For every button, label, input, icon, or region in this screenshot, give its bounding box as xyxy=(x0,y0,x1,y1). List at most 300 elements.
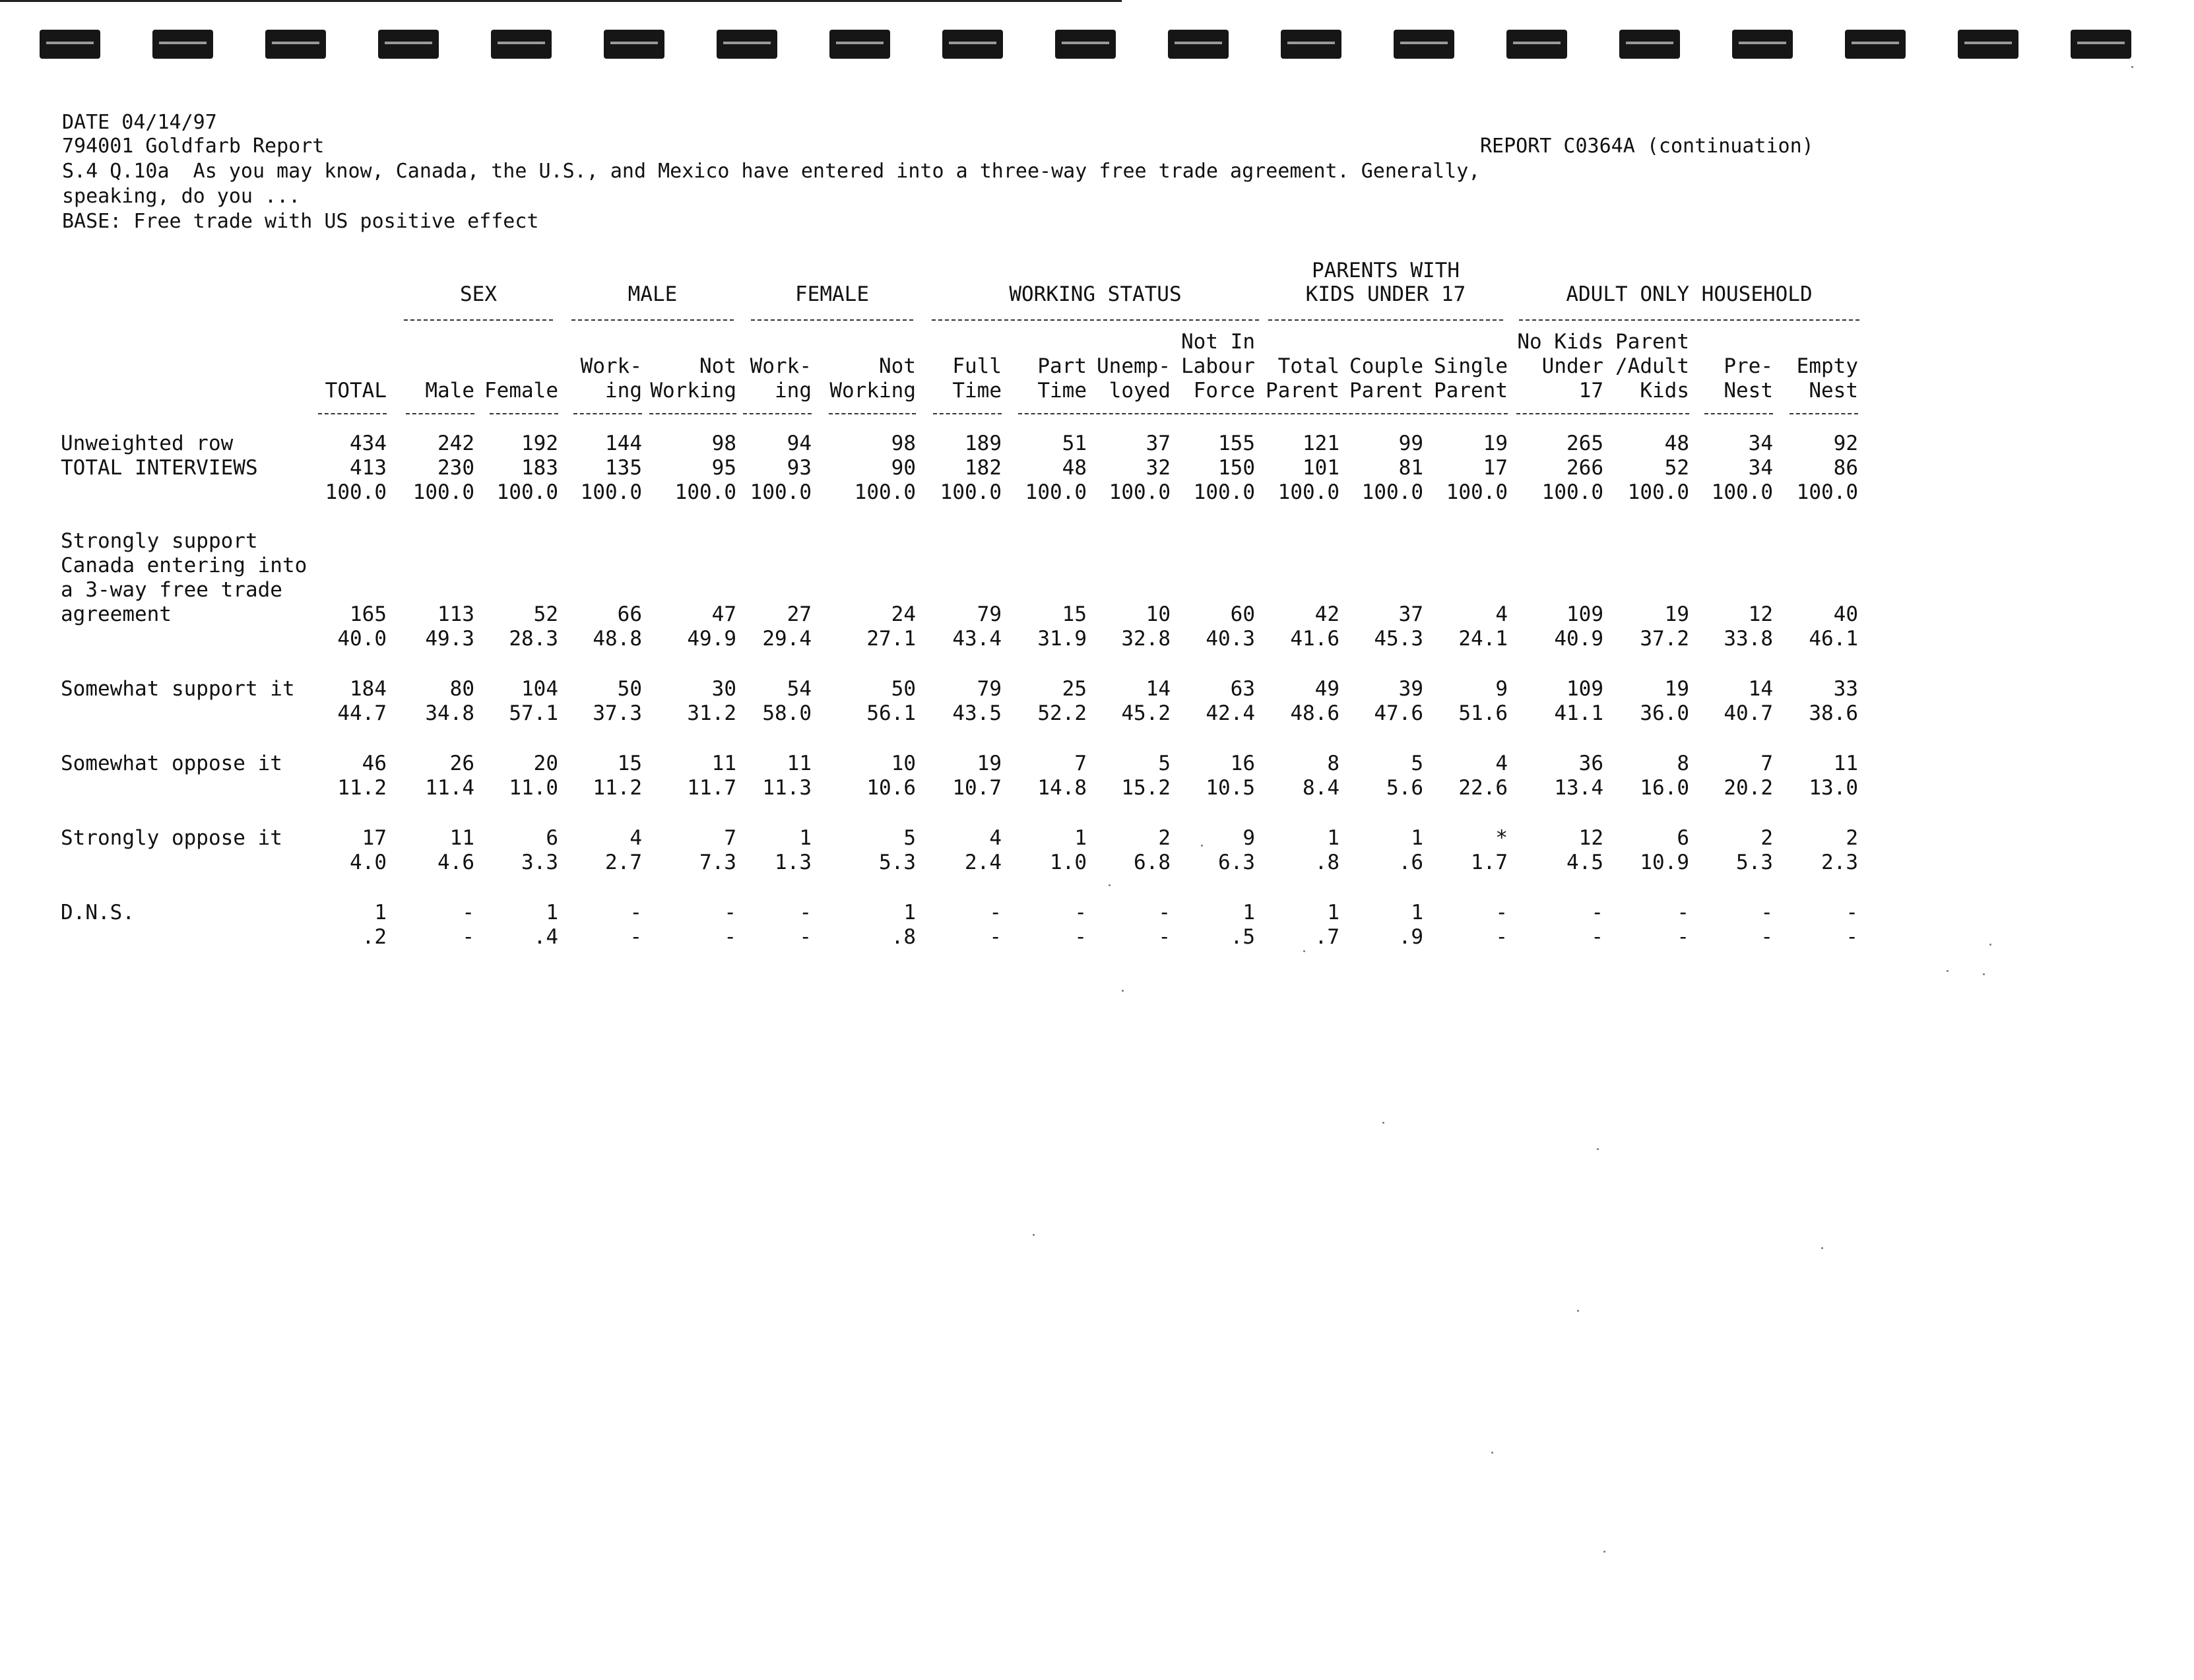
table-cell: 1 xyxy=(1411,826,1423,850)
table-cell: 16.0 xyxy=(1640,776,1689,800)
table-cell: 100.0 xyxy=(412,480,474,504)
table-cell: 266 xyxy=(1566,456,1603,480)
column-header: Parent xyxy=(1434,379,1508,403)
table-cell: 13.4 xyxy=(1554,776,1603,800)
table-cell: 100.0 xyxy=(1711,480,1773,504)
column-header: 17 xyxy=(1578,379,1603,403)
table-cell: 32 xyxy=(1145,456,1171,480)
table-cell: - xyxy=(799,925,812,949)
table-cell: 109 xyxy=(1566,677,1603,701)
column-rule xyxy=(1790,413,1858,414)
table-cell: 1 xyxy=(903,901,916,924)
column-rule xyxy=(1516,413,1603,414)
table-cell: 100.0 xyxy=(1025,480,1087,504)
group-parents-line2: KIDS UNDER 17 xyxy=(1305,282,1466,306)
table-cell: 434 xyxy=(350,432,387,455)
table-cell: 58.0 xyxy=(762,701,812,725)
column-header: loyed xyxy=(1109,379,1171,403)
column-header: Working xyxy=(829,379,916,403)
column-header: Not In xyxy=(1181,330,1255,354)
table-cell: 45.3 xyxy=(1374,627,1423,651)
table-cell: 6.8 xyxy=(1134,851,1171,874)
table-cell: 12 xyxy=(1578,826,1603,850)
table-cell: 182 xyxy=(965,456,1002,480)
table-cell: 12 xyxy=(1748,602,1773,626)
column-header: Time xyxy=(1037,379,1087,403)
table-cell: 10.7 xyxy=(952,776,1002,800)
column-header: Time xyxy=(952,379,1002,403)
table-cell: 8.4 xyxy=(1303,776,1339,800)
feed-hole xyxy=(1506,30,1567,59)
table-cell: 50 xyxy=(891,677,916,701)
row-label-strongly-support: agreement xyxy=(61,602,172,626)
table-cell: - xyxy=(1158,901,1171,924)
speck xyxy=(1989,944,1991,946)
table-cell: 10 xyxy=(891,752,916,775)
table-cell: - xyxy=(724,925,736,949)
group-working-status: WORKING STATUS xyxy=(1009,282,1182,306)
table-cell: 49.3 xyxy=(425,627,474,651)
column-rule xyxy=(1252,413,1339,414)
row-label-strongly-support: Strongly support xyxy=(61,529,258,553)
table-cell: 45.2 xyxy=(1121,701,1171,725)
table-cell: 34.8 xyxy=(425,701,474,725)
table-cell: - xyxy=(1074,901,1087,924)
table-cell: 184 xyxy=(350,677,387,701)
feed-hole xyxy=(604,30,664,59)
table-cell: 14.8 xyxy=(1037,776,1087,800)
table-cell: 24 xyxy=(891,602,916,626)
row-label-strongly-oppose: Strongly oppose it xyxy=(61,826,282,850)
table-cell: 5 xyxy=(903,826,916,850)
table-cell: 2 xyxy=(1846,826,1858,850)
row-label-unweighted: Unweighted row xyxy=(61,432,234,455)
group-rule-working xyxy=(932,319,1259,321)
feed-hole xyxy=(829,30,890,59)
feed-hole xyxy=(1845,30,1906,59)
table-cell: .5 xyxy=(1230,925,1255,949)
table-cell: 4 xyxy=(1495,752,1508,775)
table-cell: 31.9 xyxy=(1037,627,1087,651)
table-cell: 230 xyxy=(437,456,474,480)
table-cell: 1 xyxy=(1327,901,1339,924)
group-sex: SEX xyxy=(460,282,497,306)
table-cell: .8 xyxy=(891,925,916,949)
table-cell: 28.3 xyxy=(509,627,558,651)
table-cell: 36 xyxy=(1578,752,1603,775)
table-cell: 50 xyxy=(617,677,642,701)
table-cell: 10.5 xyxy=(1206,776,1255,800)
column-rule xyxy=(1168,413,1255,414)
table-cell: - xyxy=(1846,901,1858,924)
table-cell: 100.0 xyxy=(1109,480,1171,504)
table-cell: 11 xyxy=(449,826,474,850)
group-rule-adult xyxy=(1519,319,1859,321)
group-adult-only: ADULT ONLY HOUSEHOLD xyxy=(1566,282,1813,306)
table-cell: - xyxy=(1591,901,1603,924)
table-cell: 10.9 xyxy=(1640,851,1689,874)
row-label-strongly-support: a 3-way free trade xyxy=(61,578,282,602)
table-cell: 100.0 xyxy=(854,480,916,504)
table-cell: - xyxy=(1158,925,1171,949)
table-cell: 33 xyxy=(1833,677,1858,701)
speck xyxy=(1382,1122,1384,1124)
table-cell: 4.0 xyxy=(350,851,387,874)
table-cell: 1 xyxy=(799,826,812,850)
speck xyxy=(2131,66,2133,68)
speck xyxy=(1122,990,1124,992)
table-cell: 100.0 xyxy=(1541,480,1603,504)
table-cell: 15 xyxy=(1062,602,1087,626)
table-cell: 9 xyxy=(1242,826,1255,850)
speck xyxy=(1491,1452,1493,1454)
column-rule xyxy=(1421,413,1508,414)
table-cell: 4 xyxy=(629,826,642,850)
table-cell: 42 xyxy=(1314,602,1339,626)
table-cell: 100.0 xyxy=(1193,480,1255,504)
group-rule-sex xyxy=(404,319,553,321)
table-cell: 20.2 xyxy=(1724,776,1773,800)
table-cell: 19 xyxy=(1664,602,1689,626)
table-cell: 43.5 xyxy=(952,701,1002,725)
table-cell: 1 xyxy=(1242,901,1255,924)
table-cell: 10.6 xyxy=(866,776,916,800)
table-cell: 10 xyxy=(1145,602,1171,626)
table-cell: 14 xyxy=(1145,677,1171,701)
table-cell: 7 xyxy=(1760,752,1773,775)
table-cell: 92 xyxy=(1833,432,1858,455)
feed-hole xyxy=(1168,30,1229,59)
table-cell: 48.8 xyxy=(593,627,642,651)
table-cell: 86 xyxy=(1833,456,1858,480)
table-cell: 100.0 xyxy=(1796,480,1858,504)
feed-hole xyxy=(1958,30,2018,59)
base-line: BASE: Free trade with US positive effect xyxy=(62,210,539,233)
table-cell: 2 xyxy=(1760,826,1773,850)
table-cell: .7 xyxy=(1314,925,1339,949)
table-cell: 2 xyxy=(1158,826,1171,850)
column-header: ing xyxy=(775,379,812,403)
table-cell: 5.3 xyxy=(879,851,916,874)
column-rule xyxy=(829,413,916,414)
speck xyxy=(1947,970,1949,972)
table-cell: 54 xyxy=(787,677,812,701)
feed-hole xyxy=(1394,30,1454,59)
group-female: FEMALE xyxy=(795,282,869,306)
table-cell: 94 xyxy=(787,432,812,455)
feed-hole xyxy=(2071,30,2131,59)
table-cell: 15 xyxy=(617,752,642,775)
table-cell: - xyxy=(989,925,1002,949)
speck xyxy=(1577,1310,1579,1312)
table-cell: - xyxy=(462,901,474,924)
table-cell: 37 xyxy=(1398,602,1423,626)
column-header: Parent xyxy=(1266,379,1339,403)
table-cell: 99 xyxy=(1398,432,1423,455)
column-header: Labour xyxy=(1181,354,1255,378)
table-cell: - xyxy=(1760,901,1773,924)
table-cell: 1 xyxy=(1411,901,1423,924)
column-rule xyxy=(1704,413,1773,414)
table-cell: 1.7 xyxy=(1471,851,1508,874)
column-rule xyxy=(1018,413,1087,414)
speck xyxy=(1303,950,1305,952)
column-header: Kids xyxy=(1640,379,1689,403)
table-cell: 1 xyxy=(1327,826,1339,850)
row-label-strongly-support: Canada entering into xyxy=(61,554,307,577)
row-label-somewhat-oppose: Somewhat oppose it xyxy=(61,752,282,775)
table-cell: - xyxy=(1677,925,1689,949)
table-cell: 100.0 xyxy=(940,480,1002,504)
table-cell: 13.0 xyxy=(1809,776,1858,800)
table-cell: 11.2 xyxy=(593,776,642,800)
feed-hole xyxy=(152,30,213,59)
column-header: Pre- xyxy=(1724,354,1773,378)
table-cell: 135 xyxy=(605,456,642,480)
table-cell: 46.1 xyxy=(1809,627,1858,651)
row-label-dns: D.N.S. xyxy=(61,901,135,924)
table-cell: - xyxy=(629,901,642,924)
table-cell: .8 xyxy=(1314,851,1339,874)
table-cell: 2.3 xyxy=(1821,851,1858,874)
column-header: Full xyxy=(952,354,1002,378)
table-cell: 165 xyxy=(350,602,387,626)
table-cell: 40 xyxy=(1833,602,1858,626)
page-top-edge xyxy=(0,0,1122,2)
column-header: Male xyxy=(425,379,474,403)
column-header: Not xyxy=(879,354,916,378)
table-cell: 40.9 xyxy=(1554,627,1603,651)
column-header: Unemp- xyxy=(1097,354,1171,378)
table-cell: 104 xyxy=(521,677,558,701)
table-cell: 36.0 xyxy=(1640,701,1689,725)
table-cell: 100.0 xyxy=(1446,480,1508,504)
table-cell: 1 xyxy=(374,901,387,924)
table-cell: 5 xyxy=(1411,752,1423,775)
table-cell: 109 xyxy=(1566,602,1603,626)
table-cell: 121 xyxy=(1303,432,1339,455)
table-cell: 22.6 xyxy=(1458,776,1508,800)
table-cell: 48 xyxy=(1664,432,1689,455)
group-male: MALE xyxy=(628,282,678,306)
table-cell: 47 xyxy=(711,602,736,626)
table-cell: 41.1 xyxy=(1554,701,1603,725)
table-cell: 11.0 xyxy=(509,776,558,800)
table-cell: 93 xyxy=(787,456,812,480)
table-cell: 4 xyxy=(1495,602,1508,626)
feed-hole xyxy=(378,30,439,59)
table-cell: 46 xyxy=(362,752,387,775)
table-cell: 1 xyxy=(1074,826,1087,850)
table-cell: 11.2 xyxy=(337,776,387,800)
table-cell: 6 xyxy=(1677,826,1689,850)
column-header: Not xyxy=(699,354,736,378)
group-parents-line1: PARENTS WITH xyxy=(1312,259,1460,282)
column-header: Work- xyxy=(580,354,642,378)
table-cell: 100.0 xyxy=(1361,480,1423,504)
table-cell: 242 xyxy=(437,432,474,455)
feed-hole xyxy=(40,30,100,59)
feed-hole xyxy=(1619,30,1680,59)
table-cell: 40.0 xyxy=(337,627,387,651)
table-cell: 1.3 xyxy=(775,851,812,874)
table-cell: 24.1 xyxy=(1458,627,1508,651)
table-cell: - xyxy=(1495,925,1508,949)
table-cell: 189 xyxy=(965,432,1002,455)
table-cell: 11 xyxy=(711,752,736,775)
table-cell: 19 xyxy=(1664,677,1689,701)
column-header: /Adult xyxy=(1615,354,1689,378)
table-cell: - xyxy=(799,901,812,924)
tractor-feed-holes xyxy=(40,30,2151,66)
table-cell: 100.0 xyxy=(1277,480,1339,504)
table-cell: 183 xyxy=(521,456,558,480)
report-date: DATE 04/14/97 xyxy=(62,111,217,134)
table-cell: 101 xyxy=(1303,456,1339,480)
table-cell: 16 xyxy=(1230,752,1255,775)
table-cell: 100.0 xyxy=(674,480,736,504)
speck xyxy=(1201,845,1203,847)
table-cell: 79 xyxy=(977,677,1002,701)
table-cell: 52 xyxy=(1664,456,1689,480)
table-cell: 20 xyxy=(533,752,558,775)
table-cell: - xyxy=(1495,901,1508,924)
table-cell: - xyxy=(989,901,1002,924)
table-cell: 144 xyxy=(605,432,642,455)
table-cell: - xyxy=(1846,925,1858,949)
speck xyxy=(1983,973,1985,975)
column-header: Force xyxy=(1193,379,1255,403)
table-cell: 11.4 xyxy=(425,776,474,800)
table-cell: 51 xyxy=(1062,432,1087,455)
group-rule-male xyxy=(571,319,734,321)
table-cell: 11 xyxy=(1833,752,1858,775)
table-cell: 5.6 xyxy=(1386,776,1423,800)
table-cell: 7 xyxy=(724,826,736,850)
table-cell: 113 xyxy=(437,602,474,626)
table-cell: .9 xyxy=(1398,925,1423,949)
table-cell: 1.0 xyxy=(1050,851,1087,874)
column-header: Parent xyxy=(1615,330,1689,354)
group-rule-parents xyxy=(1268,319,1503,321)
table-cell: 11 xyxy=(787,752,812,775)
column-header: ing xyxy=(605,379,642,403)
table-cell: 63 xyxy=(1230,677,1255,701)
column-rule xyxy=(490,413,558,414)
table-cell: 100.0 xyxy=(750,480,812,504)
table-cell: 60 xyxy=(1230,602,1255,626)
table-cell: 48.6 xyxy=(1290,701,1339,725)
column-header: No Kids xyxy=(1517,330,1603,354)
table-cell: 100.0 xyxy=(1627,480,1689,504)
table-cell: 3.3 xyxy=(521,851,558,874)
feed-hole xyxy=(1281,30,1341,59)
table-cell: 192 xyxy=(521,432,558,455)
table-cell: 57.1 xyxy=(509,701,558,725)
table-cell: 11.3 xyxy=(762,776,812,800)
column-header: Couple xyxy=(1349,354,1423,378)
speck xyxy=(1109,884,1111,886)
column-rule xyxy=(649,413,736,414)
group-rule-female xyxy=(751,319,913,321)
table-cell: 42.4 xyxy=(1206,701,1255,725)
table-cell: 40.7 xyxy=(1724,701,1773,725)
column-header: Nest xyxy=(1724,379,1773,403)
table-cell: 95 xyxy=(711,456,736,480)
table-cell: 66 xyxy=(617,602,642,626)
table-cell: 32.8 xyxy=(1121,627,1171,651)
table-cell: 27 xyxy=(787,602,812,626)
table-cell: 49 xyxy=(1314,677,1339,701)
table-cell: .6 xyxy=(1398,851,1423,874)
table-cell: 25 xyxy=(1062,677,1087,701)
feed-hole xyxy=(717,30,777,59)
table-cell: 100.0 xyxy=(496,480,558,504)
speck xyxy=(1597,1148,1599,1150)
column-header: TOTAL xyxy=(325,379,387,403)
table-cell: 37 xyxy=(1145,432,1171,455)
table-cell: 98 xyxy=(711,432,736,455)
question-line-1: S.4 Q.10a As you may know, Canada, the U.S., and Mexico have entered into a three-way free trade agreement. Generally, xyxy=(62,160,1481,183)
table-cell: 38.6 xyxy=(1809,701,1858,725)
table-cell: 43.4 xyxy=(952,627,1002,651)
feed-hole xyxy=(942,30,1003,59)
table-cell: 6.3 xyxy=(1218,851,1255,874)
table-cell: .2 xyxy=(362,925,387,949)
table-cell: 2.7 xyxy=(605,851,642,874)
row-label-total-interviews: TOTAL INTERVIEWS xyxy=(61,456,258,480)
table-cell: 34 xyxy=(1748,456,1773,480)
column-rule xyxy=(743,413,812,414)
row-label-somewhat-support: Somewhat support it xyxy=(61,677,295,701)
table-cell: 17 xyxy=(362,826,387,850)
table-cell: 41.6 xyxy=(1290,627,1339,651)
table-cell: 30 xyxy=(711,677,736,701)
speck xyxy=(1033,1234,1035,1236)
table-cell: 1 xyxy=(546,901,558,924)
table-cell: 4 xyxy=(989,826,1002,850)
report-id: REPORT C0364A (continuation) xyxy=(1480,135,1814,158)
table-cell: - xyxy=(1074,925,1087,949)
table-cell: 5 xyxy=(1158,752,1171,775)
column-rule xyxy=(1602,413,1689,414)
column-rule xyxy=(406,413,474,414)
table-cell: 8 xyxy=(1327,752,1339,775)
table-cell: - xyxy=(1677,901,1689,924)
column-rule xyxy=(1083,413,1171,414)
column-rule xyxy=(318,413,387,414)
column-header: Empty xyxy=(1796,354,1858,378)
table-cell: - xyxy=(629,925,642,949)
table-cell: 47.6 xyxy=(1374,701,1423,725)
table-cell: 15.2 xyxy=(1121,776,1171,800)
speck xyxy=(1603,1551,1605,1553)
column-header: Working xyxy=(650,379,736,403)
table-cell: 33.8 xyxy=(1724,627,1773,651)
table-cell: .4 xyxy=(533,925,558,949)
table-cell: 100.0 xyxy=(580,480,642,504)
table-cell: 51.6 xyxy=(1458,701,1508,725)
table-cell: 7.3 xyxy=(699,851,736,874)
table-cell: 8 xyxy=(1677,752,1689,775)
table-cell: 17 xyxy=(1483,456,1508,480)
table-cell: 48 xyxy=(1062,456,1087,480)
table-cell: 31.2 xyxy=(687,701,736,725)
table-cell: 80 xyxy=(449,677,474,701)
table-cell: * xyxy=(1495,826,1508,850)
feed-hole xyxy=(1055,30,1116,59)
table-cell: 27.1 xyxy=(866,627,916,651)
